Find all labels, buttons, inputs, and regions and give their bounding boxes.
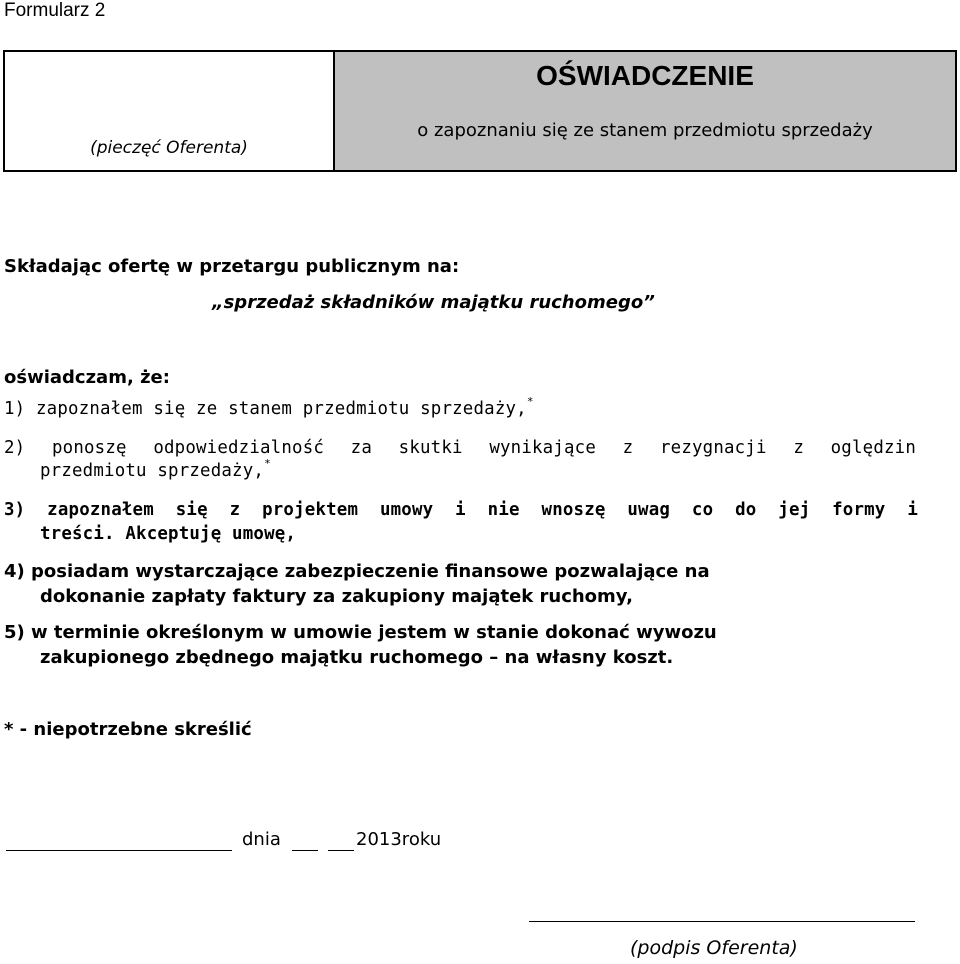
form-label: Formularz 2	[4, 0, 106, 21]
date-year: 2013roku	[356, 829, 442, 850]
stamp-label: (pieczęć Oferenta)	[90, 138, 248, 158]
item-2-line-2	[40, 457, 271, 481]
stamp-cell	[5, 52, 335, 170]
date-dnia-label: dnia	[242, 829, 281, 850]
header-box	[3, 50, 957, 172]
signature-line	[529, 921, 915, 922]
item-3-line-2: treści. Akceptuję umowę,	[40, 524, 297, 544]
place-blank-line	[6, 850, 232, 851]
intro-subject: „sprzedaż składników majątku ruchomego”	[212, 292, 655, 313]
page-subtitle: o zapoznaniu się ze stanem przedmiotu sprzedaży	[417, 120, 873, 141]
asterisk-mark: *	[264, 457, 271, 470]
item-1-text: 1) zapoznałem się ze stanem przedmiotu sprzedaży,	[4, 399, 527, 419]
item-2-text: przedmiotu sprzedaży,	[40, 461, 265, 481]
item-1	[4, 395, 534, 419]
signature-label: (podpis Oferenta)	[630, 937, 798, 959]
footnote: * - niepotrzebne skreślić	[4, 719, 252, 740]
intro-declare: oświadczam, że:	[4, 367, 170, 388]
item-4-line-1: 4) posiadam wystarczające zabezpieczenie finansowe pozwalające na	[4, 561, 710, 582]
title-cell	[335, 52, 955, 170]
asterisk-mark: *	[526, 395, 534, 408]
month-blank-line	[328, 850, 354, 851]
item-5-line-2: zakupionego zbędnego majątku ruchomego – na własny koszt.	[40, 647, 674, 668]
item-2-line-1: 2) ponoszę odpowiedzialność za skutki wynikające z rezygnacji z oględzin	[4, 438, 916, 458]
intro-lead: Składając ofertę w przetargu publicznym na:	[4, 256, 460, 277]
item-3-line-1: 3) zapoznałem się z projektem umowy i nie wnoszę uwag co do jej formy i	[4, 500, 918, 520]
day-blank-line	[292, 850, 318, 851]
item-5-line-1: 5) w terminie określonym w umowie jestem w stanie dokonać wywozu	[4, 622, 717, 643]
page-title: OŚWIADCZENIE	[536, 60, 754, 91]
item-4-line-2: dokonanie zapłaty faktury za zakupiony majątek ruchomy,	[40, 586, 633, 607]
